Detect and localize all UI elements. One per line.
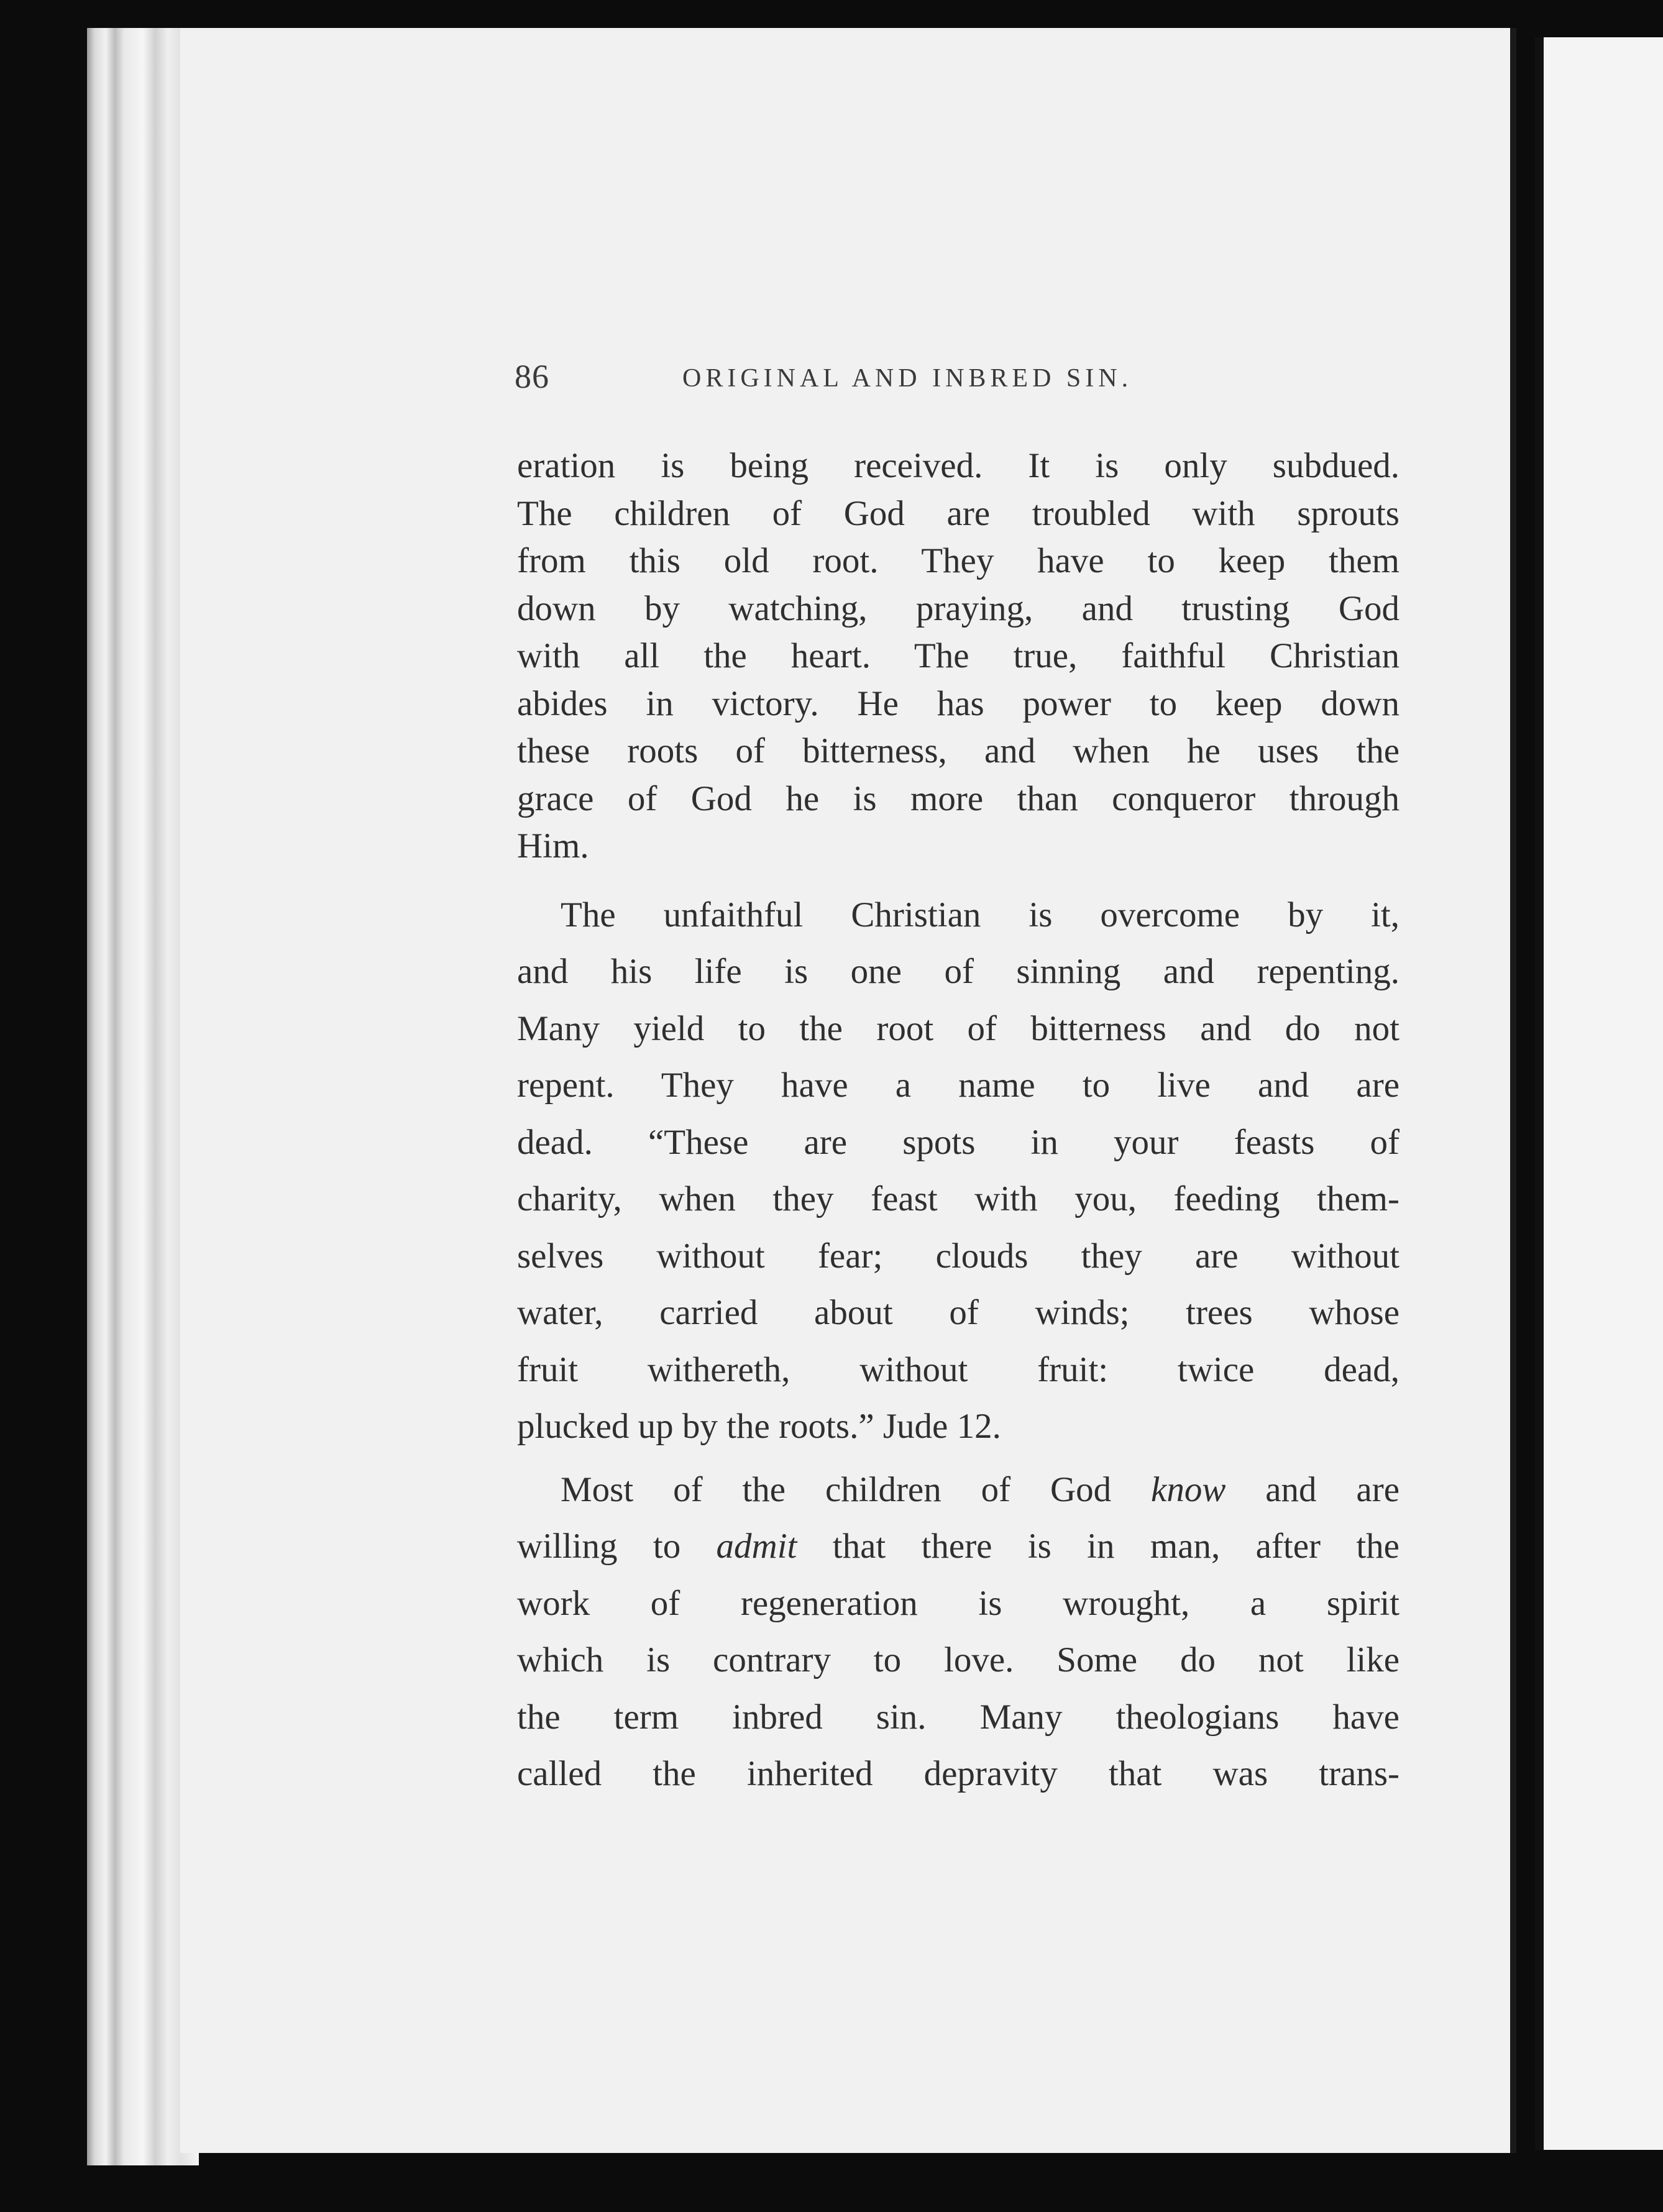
paragraph xyxy=(517,1461,1400,1803)
text-run: Most of the children of God xyxy=(561,1469,1152,1509)
text-line: dead. “These are spots in your feasts of xyxy=(517,1122,1400,1162)
text-line: selves without fear; clouds they are without xyxy=(517,1236,1400,1276)
text-line: plucked up by the roots.” Jude 12. xyxy=(517,1407,1001,1446)
text-line: down by watching, praying, and trusting God xyxy=(517,588,1400,628)
text-line: called the inherited depravity that was trans- xyxy=(517,1754,1400,1793)
emphasis-admit: admit xyxy=(716,1527,797,1566)
text-run: and are xyxy=(1225,1469,1400,1509)
text-line: grace of God he is more than conqueror through xyxy=(517,779,1400,818)
paragraph xyxy=(517,887,1400,1455)
text-line: and his life is one of sinning and repenting. xyxy=(517,952,1400,991)
page-number: 86 xyxy=(515,358,549,395)
text-line: Many yield to the root of bitterness and do not xyxy=(517,1008,1400,1048)
text-run: willing to xyxy=(517,1527,717,1566)
text-line: water, carried about of winds; trees whose xyxy=(517,1293,1400,1332)
chapter-title: ORIGINAL AND INBRED SIN. xyxy=(682,364,1133,393)
running-head xyxy=(515,357,1235,413)
text-line: fruit withereth, without fruit: twice dead, xyxy=(517,1350,1400,1389)
facing-page-edge xyxy=(1535,37,1663,2150)
text-line: which is contrary to love. Some do not like xyxy=(517,1640,1400,1680)
text-line: the term inbred sin. Many theologians have xyxy=(517,1697,1400,1737)
text-line: abides in victory. He has power to keep down xyxy=(517,683,1400,723)
text-line: The children of God are troubled with sprouts xyxy=(517,493,1400,533)
paragraph xyxy=(517,442,1400,871)
body-text xyxy=(517,442,1400,1803)
text-line: repent. They have a name to live and are xyxy=(517,1066,1400,1105)
text-line: eration is being received. It is only subdued. xyxy=(517,446,1400,485)
text-line: with all the heart. The true, faithful Christian xyxy=(517,636,1400,675)
text-line: charity, when they feast with you, feeding them- xyxy=(517,1179,1400,1218)
text-line: these roots of bitterness, and when he uses the xyxy=(517,731,1400,770)
text-line xyxy=(517,1518,1400,1575)
emphasis-know: know xyxy=(1151,1469,1226,1509)
text-line xyxy=(517,1461,1400,1519)
text-line: from this old root. They have to keep them xyxy=(517,541,1400,580)
text-line: Him. xyxy=(517,826,589,866)
text-line: The unfaithful Christian is overcome by it, xyxy=(561,895,1400,935)
text-run: that there is in man, after the xyxy=(797,1527,1400,1566)
text-line: work of regeneration is wrought, a spirit xyxy=(517,1583,1400,1623)
